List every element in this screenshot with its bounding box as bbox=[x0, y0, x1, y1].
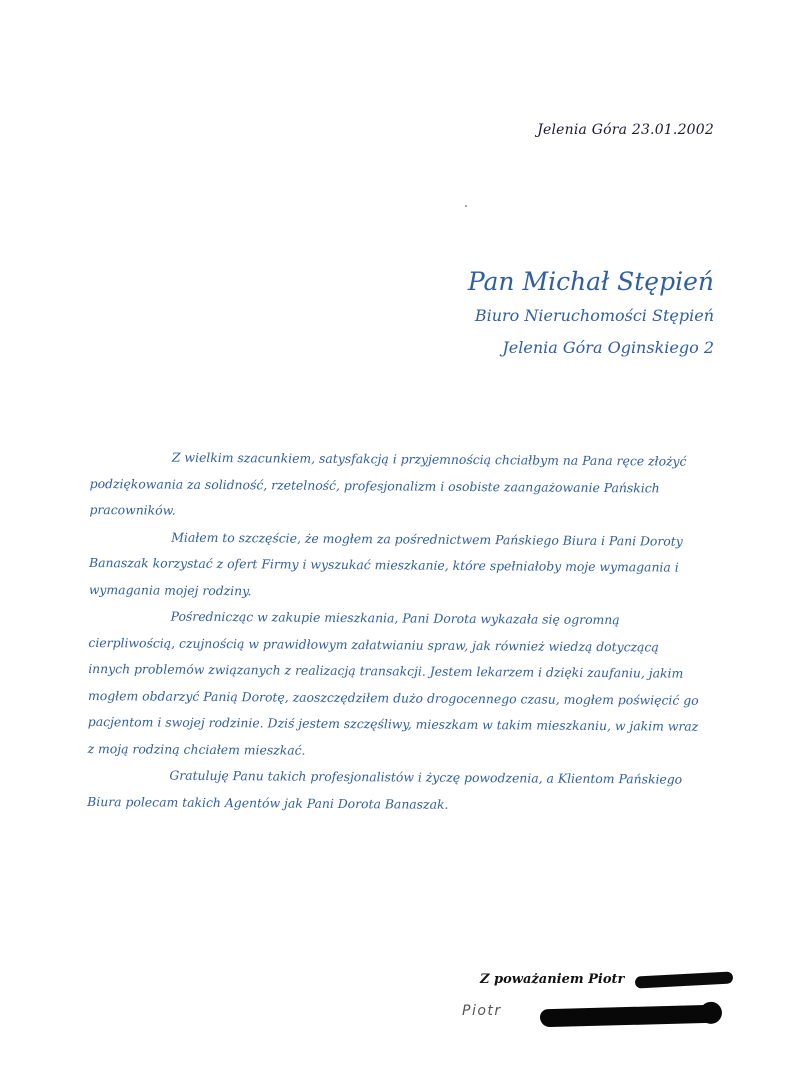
recipient-company: Biuro Nieruchomości Stępień bbox=[474, 306, 714, 325]
closing-text: Z poważaniem Piotr bbox=[480, 972, 625, 987]
body-paragraph: Gratuluję Panu takich profesjonalistów i życzę powodzenia, a Klientom Pańskiego Biura polecam takich Agentów jak Pani Dorota Banaszak. bbox=[87, 767, 683, 812]
closing-line bbox=[480, 972, 733, 987]
recipient-block bbox=[468, 264, 714, 364]
letter-body bbox=[87, 444, 705, 820]
redacted-signature bbox=[540, 1005, 716, 1028]
recipient-name: Pan Michał Stępień bbox=[467, 267, 714, 296]
recipient-address: Jelenia Góra Oginskiego 2 bbox=[502, 338, 714, 357]
redacted-surname bbox=[635, 971, 733, 988]
body-paragraph: Z wielkim szacunkiem, satysfakcją i przyjemnością chciałbym na Pana ręce złożyć podziękowania za solidność, rzetelność, profesjonalizm i osobiste zaangażowanie Pańskich pracowników. bbox=[89, 449, 687, 518]
body-paragraph: Pośrednicząc w zakupie mieszkania, Pani Dorota wykazała się ogromną cierpliwością, czujnością w prawidłowym załatwianiu spraw, jak również wiedzą dotyczącą innych problemów związanych z realizacją transakcji. Jestem lekarzem i dzięki zaufaniu, jakim mogłem obdarzyć Panią Dorotę, zaoszczędziłem dużo drogocennego czasu, mogłem poświęcić go pacjentom i swojej rodzinie. Dziś jestem szczęśliwy, mieszkam w takim mieszkaniu, w jakim wraz z moją rodziną chciałem mieszkać. bbox=[87, 608, 699, 758]
body-paragraph: Miałem to szczęście, że mogłem za pośrednictwem Pańskiego Biura i Pani Doroty Banaszak korzystać z ofert Firmy i wyszukać mieszkanie, które spełniałoby moje wymagania i wymagania mojej rodziny. bbox=[88, 529, 683, 598]
handwritten-signature: Piotr bbox=[462, 1003, 502, 1019]
letter-date: Jelenia Góra 23.01.2002 bbox=[537, 122, 714, 138]
paper-speck bbox=[465, 205, 467, 207]
